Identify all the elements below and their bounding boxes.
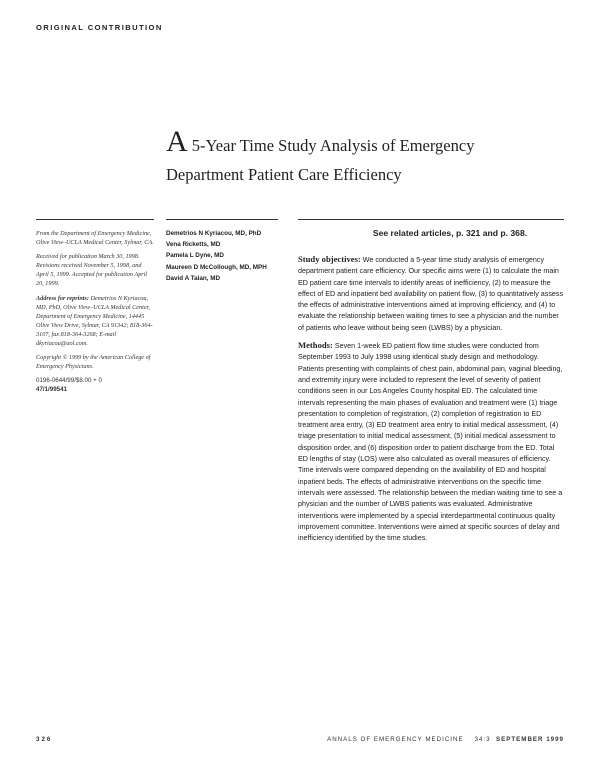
title-line-1-text: 5-Year Time Study Analysis of Emergency	[187, 136, 475, 155]
reprints-label: Address for reprints:	[36, 294, 89, 302]
title-line-2: Department Patient Care Efficiency	[166, 165, 402, 184]
page-number: 326	[36, 736, 53, 743]
section-label: ORIGINAL CONTRIBUTION	[36, 23, 163, 32]
author: Pamela L Dyne, MD	[166, 252, 224, 260]
journal-name: ANNALS OF EMERGENCY MEDICINE	[327, 736, 464, 743]
methods-text: Seven 1-week ED patient flow time studies were conducted from September 1993 to July 1998 using identical study design and methodology. Patients presenting with complaints of chest pain, abdominal pain, vaginal bleeding, and extremity injury were included to represent the level of severity of patient conditions seen in our Los Angeles County hospital ED. The calculated time intervals representing the main phases of evaluation and treatment were (1) triage presentation to completion of registration, (2) completion of registration to ED treatment area entry, (3) ED treatment area entry to initial medical assessment, (4) triage presentation to initial medical assessment, (5) initial medical assessment to disposition order, and (6) disposition order to patient discharge from the ED. Total ED lengths of stay (LOS) were also calculated as overall measures of efficiency. Time intervals were compared depending on the availability of ED and hospital inpatient beds. The effects of administrative interventions on the specific time intervals were assessed. The relationship between the median waiting time to see a physician and the number of LWBS patients was evaluated. Administrative interventions were implemented by a special interdepartmental continuous quality improvement committee. Interventions were aimed at specific sources of delay and inefficiency identified by the time studies.	[298, 342, 563, 543]
title-line-1	[166, 125, 546, 158]
author: Vena Ricketts, MD	[166, 241, 221, 249]
article-code: 0196-0644/99/$8.00 + 0	[36, 377, 102, 385]
author-list	[166, 228, 286, 284]
author: Demetrios N Kyriacou, MD, PhD	[166, 230, 262, 237]
abstract-rule	[298, 219, 564, 220]
author: David A Talan, MD	[166, 274, 220, 282]
article-title	[166, 125, 546, 187]
author: Maureen D McCollough, MD, MPH	[166, 263, 267, 271]
sidebar-rule	[36, 219, 154, 220]
authors-rule	[166, 219, 278, 220]
objectives-paragraph	[298, 254, 564, 334]
issue-date: SEPTEMBER 1999	[496, 736, 564, 743]
methods-label: Methods:	[298, 340, 333, 351]
reprints-text: Demetrios N Kyriacou, MD, PhD, Olive View–UCLA Medical Center, Department of Emergency Medicine, 14445 Olive View Drive, Sylmar, CA 91342; 818-364-3107, fax 818-364-3268; E-mail dkyriacou@aol.com.	[36, 294, 153, 348]
related-articles-note: See related articles, p. 321 and p. 368.	[372, 228, 528, 238]
article-id: 47/1/99541	[36, 386, 67, 394]
affiliation: From the Department of Emergency Medicine, Olive View–UCLA Medical Center, Sylmar, CA.	[36, 230, 154, 247]
reprints	[36, 294, 154, 349]
journal-footer	[327, 736, 564, 743]
title-dropcap: A	[166, 125, 188, 158]
journal-volume: 34:3	[474, 736, 491, 743]
objectives-text: We conducted a 5-year time study analysis of emergency department patient care efficiency. Our specific aims were (1) to calculate the main ED patient care time intervals to identify areas of inefficiency, (2) to measure the effect of ED and inpatient bed availability on patient flow, (3) to quantitatively assess the effects of administrative interventions aimed at improving efficiency, and (4) to evaluate the relationship between waiting times to see a physician and the number of patients who leave without being seen (LWBS) by a physician.	[298, 256, 564, 332]
objectives-label: Study objectives:	[298, 254, 361, 264]
received-dates: Received for publication March 30, 1998. Revisions received November 5, 1998, and April 5, 1999. Accepted for publication April 20, 1999.	[36, 253, 148, 288]
copyright: Copyright © 1999 by the American College of Emergency Physicians.	[36, 354, 151, 371]
methods-paragraph	[298, 340, 564, 544]
sidebar-notes	[36, 229, 154, 395]
abstract	[298, 254, 564, 550]
